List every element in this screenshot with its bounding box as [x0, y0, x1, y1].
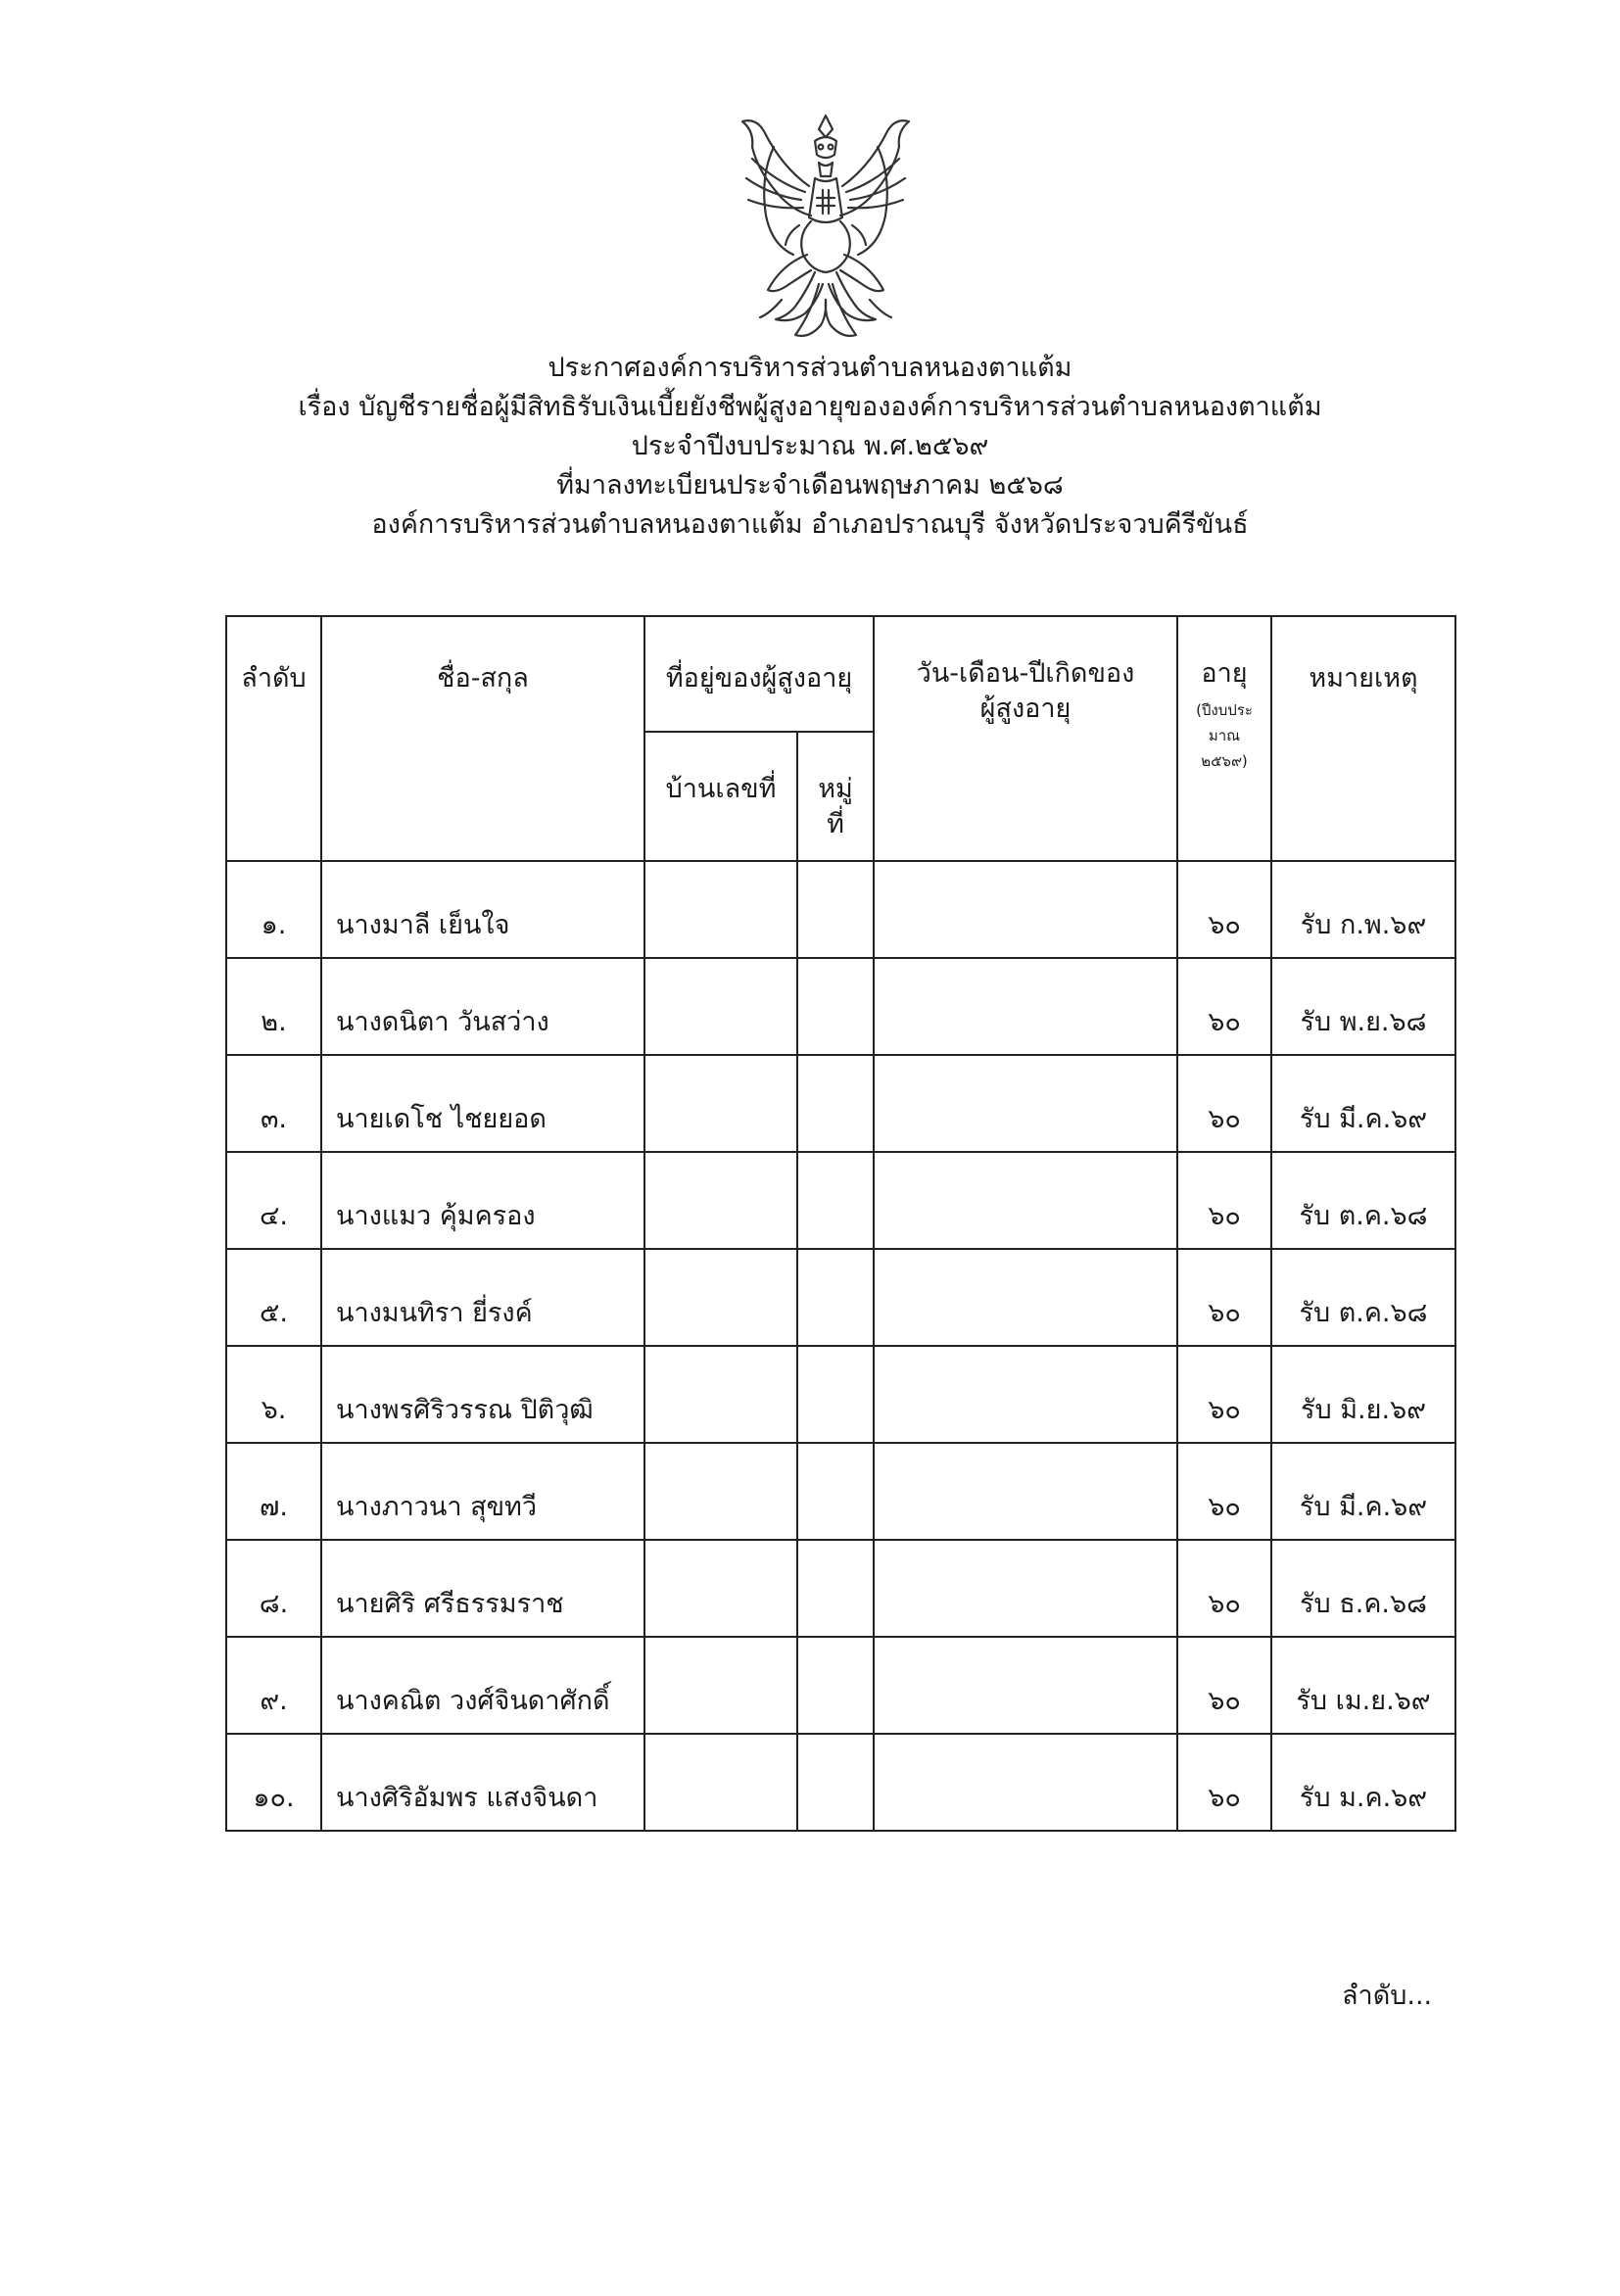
row-no: ๙. — [226, 1637, 321, 1734]
row-birthdate — [874, 1346, 1177, 1443]
moo-header-line-2: ที่ — [827, 809, 844, 839]
row-house-no — [644, 1346, 797, 1443]
garuda-emblem-icon — [713, 108, 938, 348]
row-house-no — [644, 1540, 797, 1637]
row-house-no — [644, 1249, 797, 1346]
row-moo — [797, 1734, 874, 1831]
row-name: นางดนิตา วันสว่าง — [321, 958, 644, 1055]
row-birthdate — [874, 1443, 1177, 1540]
row-age: ๖๐ — [1177, 958, 1271, 1055]
beneficiary-table — [225, 615, 1456, 1832]
row-remark: รับ เม.ย.๖๙ — [1271, 1637, 1455, 1734]
row-age: ๖๐ — [1177, 1152, 1271, 1249]
age-note-line-1: (ปีงบประ — [1196, 701, 1253, 719]
row-birthdate — [874, 1152, 1177, 1249]
row-age: ๖๐ — [1177, 1637, 1271, 1734]
row-age: ๖๐ — [1177, 1734, 1271, 1831]
row-moo — [797, 1637, 874, 1734]
row-name: นางแมว คุ้มครอง — [321, 1152, 644, 1249]
row-no: ๑๐. — [226, 1734, 321, 1831]
row-name: นางภาวนา สุขทวี — [321, 1443, 644, 1540]
column-header-no: ลำดับ — [226, 616, 321, 861]
heading-line-location: องค์การบริหารส่วนตำบลหนองตาแต้ม อำเภอปราณบุรี จังหวัดประจวบคีรีขันธ์ — [371, 509, 1249, 540]
row-house-no — [644, 1637, 797, 1734]
age-header-label: อายุ — [1201, 658, 1248, 689]
row-moo — [797, 1055, 874, 1152]
row-birthdate — [874, 958, 1177, 1055]
row-no: ๕. — [226, 1249, 321, 1346]
row-house-no — [644, 1734, 797, 1831]
table-row — [226, 958, 1455, 1055]
row-age: ๖๐ — [1177, 861, 1271, 958]
row-remark: รับ ต.ค.๖๘ — [1271, 1249, 1455, 1346]
heading-line-registration-month: ที่มาลงทะเบียนประจำเดือนพฤษภาคม ๒๕๖๘ — [556, 470, 1064, 501]
row-birthdate — [874, 1637, 1177, 1734]
row-remark: รับ มี.ค.๖๙ — [1271, 1443, 1455, 1540]
row-age: ๖๐ — [1177, 1249, 1271, 1346]
row-house-no — [644, 1055, 797, 1152]
row-remark: รับ ม.ค.๖๙ — [1271, 1734, 1455, 1831]
age-note-line-2: มาณ — [1208, 727, 1241, 744]
column-header-house-no: บ้านเลขที่ — [644, 732, 797, 861]
table-row — [226, 1443, 1455, 1540]
row-no: ๗. — [226, 1443, 321, 1540]
row-name: นางศิริอัมพร แสงจินดา — [321, 1734, 644, 1831]
age-note-line-3: ๒๕๖๙) — [1201, 752, 1248, 770]
row-name: นางมนทิรา ยี่รงค์ — [321, 1249, 644, 1346]
row-age: ๖๐ — [1177, 1443, 1271, 1540]
row-name: นางมาลี เย็นใจ — [321, 861, 644, 958]
row-remark: รับ ธ.ค.๖๘ — [1271, 1540, 1455, 1637]
continued-marker: ลำดับ... — [1342, 1981, 1433, 2011]
row-moo — [797, 958, 874, 1055]
column-header-remark: หมายเหตุ — [1271, 616, 1455, 861]
row-remark: รับ ต.ค.๖๘ — [1271, 1152, 1455, 1249]
heading-line-fiscal-year: ประจำปีงบประมาณ พ.ศ.๒๕๖๙ — [631, 431, 989, 461]
row-moo — [797, 1346, 874, 1443]
row-remark: รับ ก.พ.๖๙ — [1271, 861, 1455, 958]
row-house-no — [644, 861, 797, 958]
table-row — [226, 1055, 1455, 1152]
row-no: ๖. — [226, 1346, 321, 1443]
table-row — [226, 1346, 1455, 1443]
row-remark: รับ พ.ย.๖๘ — [1271, 958, 1455, 1055]
age-header-note — [1178, 697, 1270, 774]
column-header-moo — [797, 732, 874, 861]
row-moo — [797, 1540, 874, 1637]
row-birthdate — [874, 1249, 1177, 1346]
column-header-age — [1177, 616, 1271, 861]
heading-line-subject: เรื่อง บัญชีรายชื่อผู้มีสิทธิรับเงินเบี้ยยังชีพผู้สูงอายุขององค์การบริหารส่วนตำบลหนองตาแต้ม — [298, 392, 1322, 422]
row-name: นายศิริ ศรีธรรมราช — [321, 1540, 644, 1637]
row-age: ๖๐ — [1177, 1540, 1271, 1637]
table-row — [226, 1540, 1455, 1637]
row-no: ๒. — [226, 958, 321, 1055]
column-header-address: ที่อยู่ของผู้สูงอายุ — [644, 616, 874, 732]
row-name: นายเดโช ไชยยอด — [321, 1055, 644, 1152]
row-house-no — [644, 1152, 797, 1249]
table-row — [226, 1249, 1455, 1346]
row-birthdate — [874, 861, 1177, 958]
table-row — [226, 1637, 1455, 1734]
row-age: ๖๐ — [1177, 1055, 1271, 1152]
row-no: ๔. — [226, 1152, 321, 1249]
row-moo — [797, 861, 874, 958]
row-age: ๖๐ — [1177, 1346, 1271, 1443]
table-row — [226, 861, 1455, 958]
heading-line-organization: ประกาศองค์การบริหารส่วนตำบลหนองตาแต้ม — [548, 353, 1072, 383]
row-house-no — [644, 1443, 797, 1540]
row-birthdate — [874, 1055, 1177, 1152]
row-name: นางคณิต วงศ์จินดาศักดิ์ — [321, 1637, 644, 1734]
row-no: ๘. — [226, 1540, 321, 1637]
row-moo — [797, 1249, 874, 1346]
announcement-heading — [0, 349, 1620, 545]
table-row — [226, 1734, 1455, 1831]
row-no: ๓. — [226, 1055, 321, 1152]
row-no: ๑. — [226, 861, 321, 958]
row-birthdate — [874, 1540, 1177, 1637]
table-header-row — [226, 616, 1455, 732]
table-row — [226, 1152, 1455, 1249]
birthdate-header-line-2: ผู้สูงอายุ — [979, 694, 1072, 724]
row-birthdate — [874, 1734, 1177, 1831]
row-name: นางพรศิริวรรณ ปิติวุฒิ — [321, 1346, 644, 1443]
moo-header-line-1: หมู่ — [818, 774, 853, 804]
row-moo — [797, 1152, 874, 1249]
row-moo — [797, 1443, 874, 1540]
row-house-no — [644, 958, 797, 1055]
birthdate-header-line-1: วัน-เดือน-ปีเกิดของ — [916, 658, 1135, 689]
row-remark: รับ มิ.ย.๖๙ — [1271, 1346, 1455, 1443]
row-remark: รับ มี.ค.๖๙ — [1271, 1055, 1455, 1152]
column-header-name: ชื่อ-สกุล — [321, 616, 644, 861]
column-header-birthdate — [874, 616, 1177, 861]
